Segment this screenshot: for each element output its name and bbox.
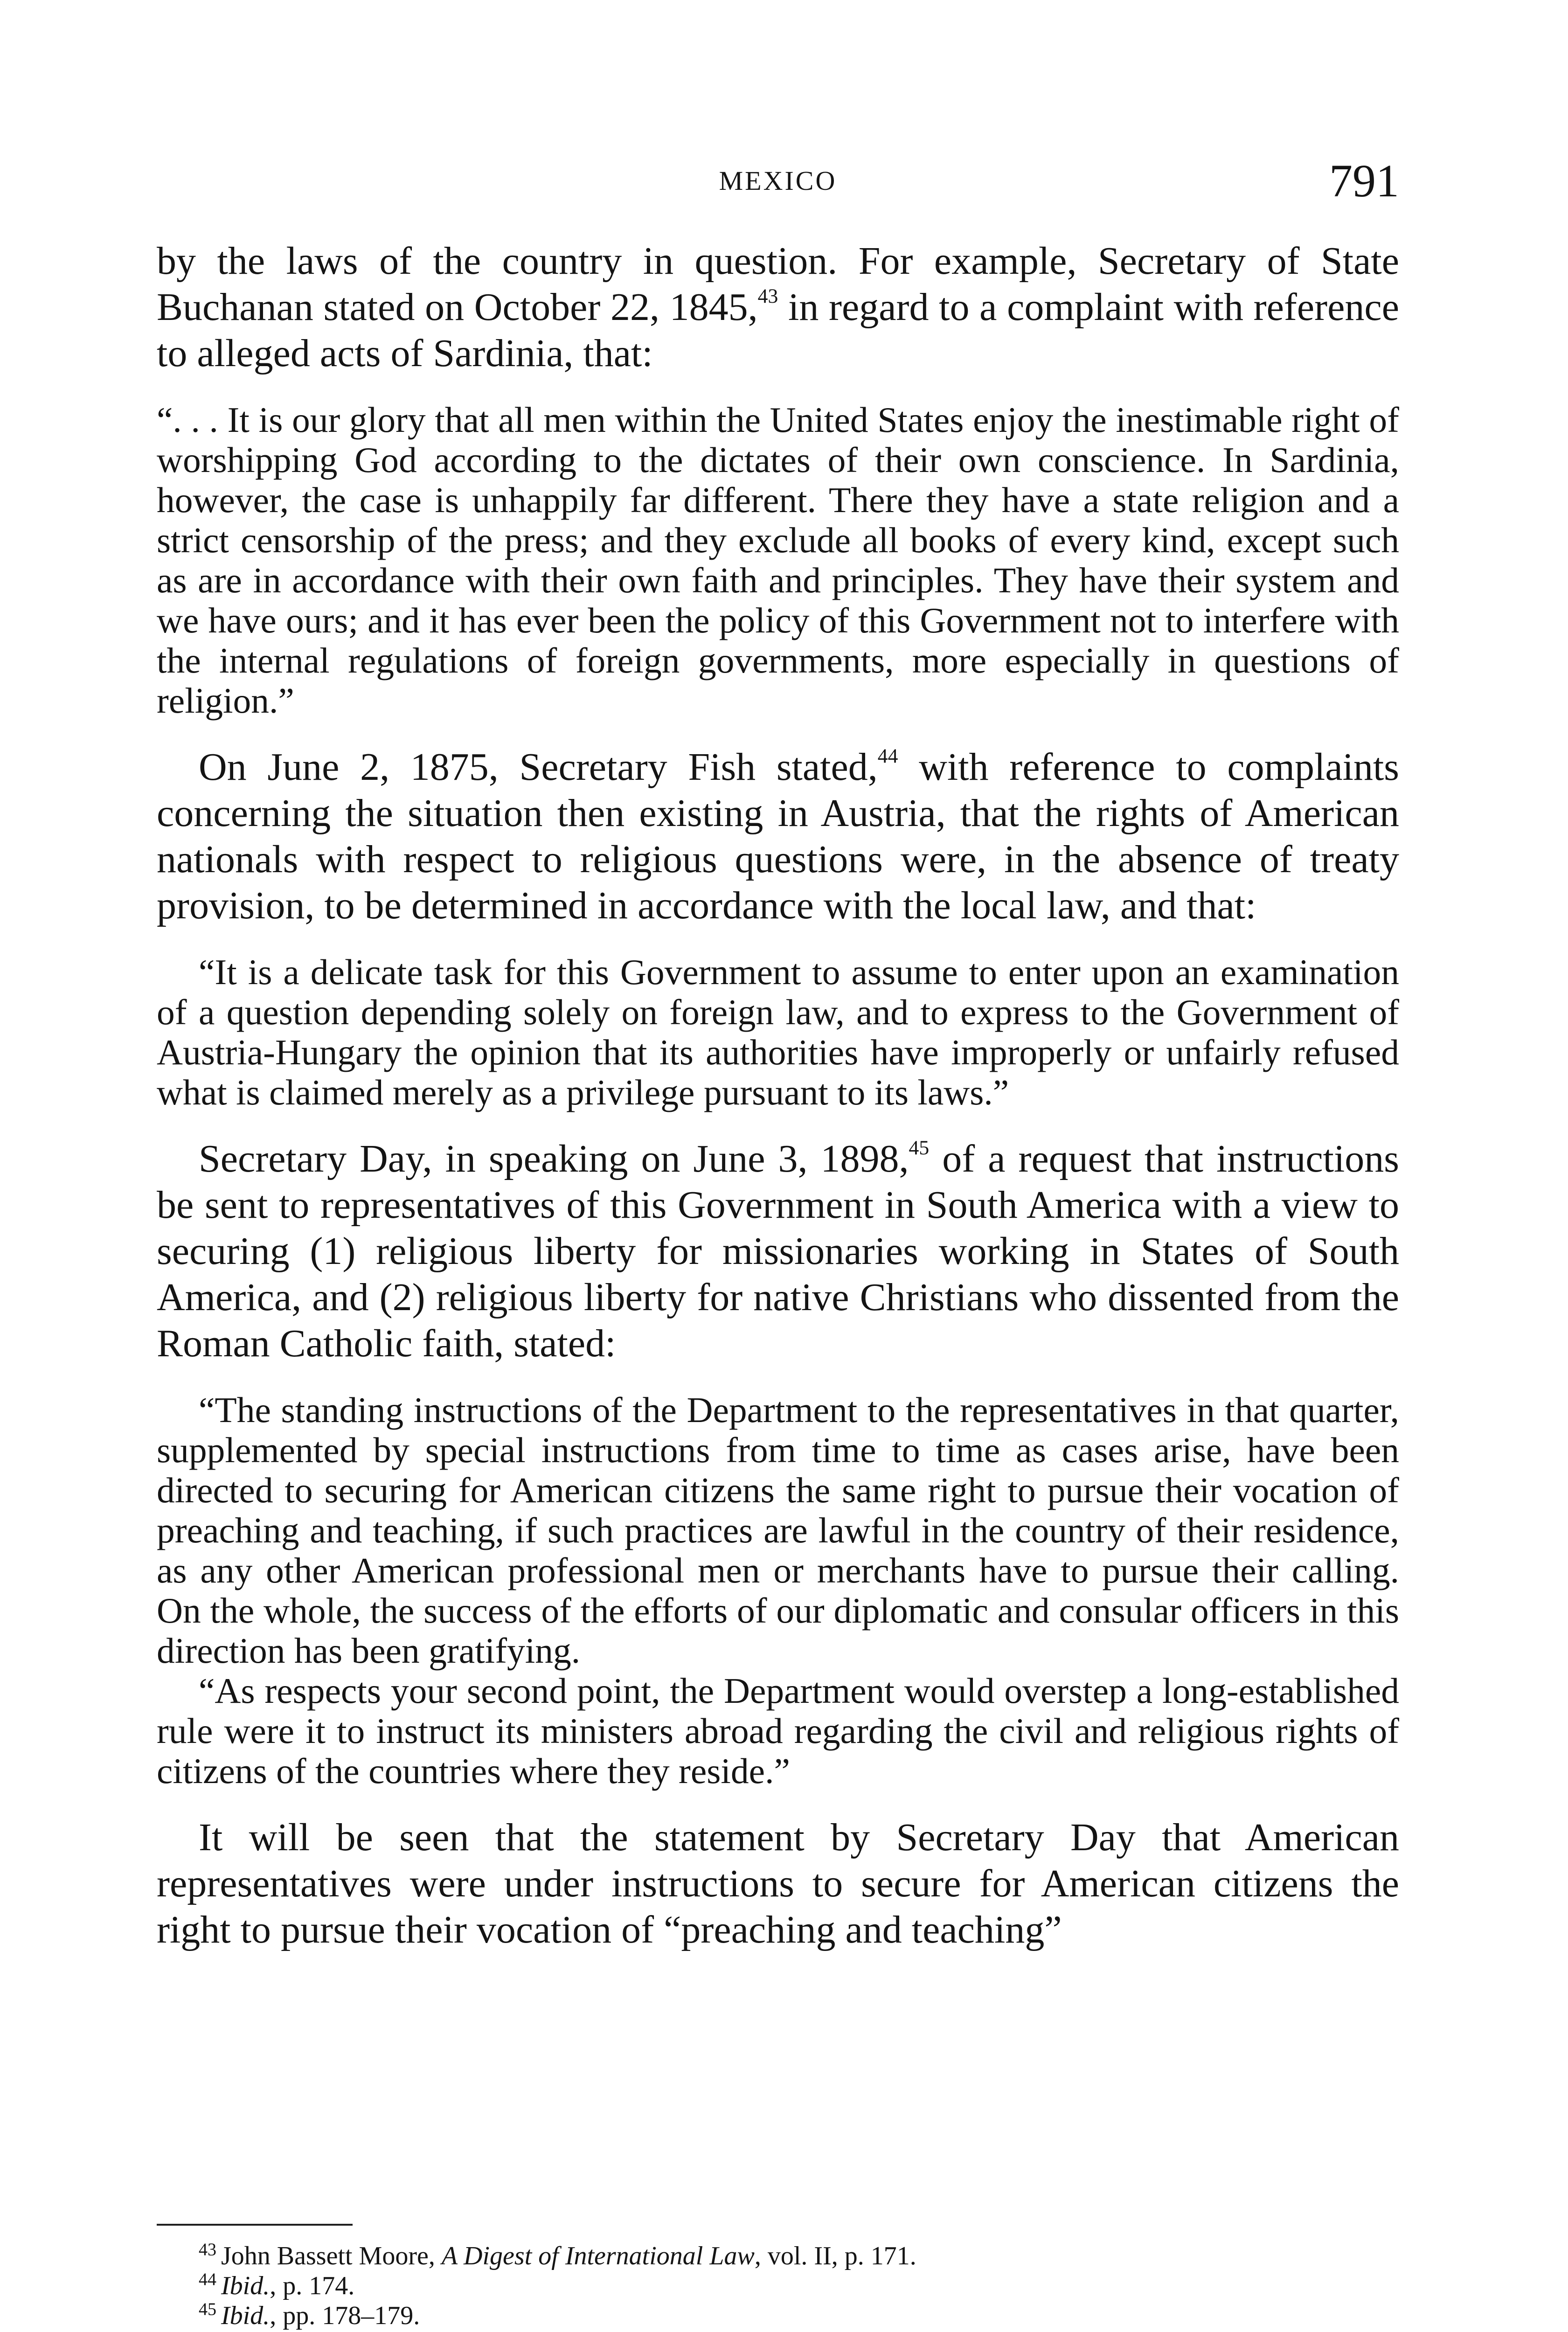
page-number: 791 [1329,155,1399,207]
paragraph-fish [157,744,1399,929]
footnote-ref-45: 45 [909,1136,930,1159]
footnote-citation: , pp. 178–179. [270,2301,420,2330]
footnote-mark: 43 [199,2240,216,2260]
body-text [157,238,1399,1953]
paragraph-buchanan [157,238,1399,376]
quote-buchanan: “. . . It is our glory that all men within the United States enjoy the inestimable right of worshipping God according to the dictates of their own conscience. In Sardinia, however, the case is unhappily far different. There they have a state religion and a strict censorship of the press; and they exclude all books of every kind, except such as are in accordance with their own faith and principles. They have their system and we have ours; and it has ever been the policy of this Government not to interfere with the internal regulations of foreign governments, more especially in questions of religion.” [157,400,1399,721]
footnote-author: John Bassett Moore, [221,2242,442,2270]
footnotes [157,2241,1399,2332]
footnote-44 [157,2271,1399,2301]
footnote-title: Ibid. [221,2271,270,2300]
footnote-citation: , vol. II, p. 171. [754,2242,916,2270]
paragraph-text: by the laws of the country in question. For example, Secretary of State Buchanan stated on October 22, 1845, [157,239,1399,329]
footnote-ref-43: 43 [757,285,778,307]
quote-day-second: “As respects your second point, the Department would overstep a long-established rule were it to instruct its ministers abroad regarding the civil and religious rights of citizens of the countries where they reside.” [157,1671,1399,1791]
footnote-43 [157,2241,1399,2271]
quote-fish: “It is a delicate task for this Government to assume to enter upon an examination of a question depending solely on foreign law, and to express to the Government of Austria-Hungary the opinion that its authorities have improperly or unfairly refused what is claimed merely as a privilege pursuant to its laws.” [157,952,1399,1112]
paragraph-text: with reference to complaints concerning the situation then existing in Austria, that the rights of American nationals with respect to religious questions were, in the absence of treaty provision, to be determined in accordance with the local law, and that: [157,745,1399,927]
footnote-rule [157,2224,353,2226]
footnote-mark: 44 [199,2270,216,2290]
footnote-title: Ibid. [221,2301,270,2330]
footnote-title: A Digest of International Law [441,2242,755,2270]
footnote-45 [157,2301,1399,2331]
paragraph-text: Secretary Day, in speaking on June 3, 1898, [199,1137,909,1180]
footnote-citation: , p. 174. [270,2271,355,2300]
footnote-mark: 45 [199,2299,216,2319]
paragraph-day [157,1136,1399,1367]
paragraph-text: of a request that instructions be sent to representatives of this Government in South America with a view to securing (1) religious liberty for missionaries working in States of South America, and (2) religious liberty for native Christians who dissented from the Roman Catholic faith, stated: [157,1137,1399,1365]
footnote-ref-44: 44 [877,744,898,767]
paragraph-text: in regard to a complaint with reference to alleged acts of Sardinia, that: [157,285,1400,375]
paragraph-conclusion: It will be seen that the statement by Secretary Day that American representatives were under instructions to secure for American citizens the right to pursue their vocation of “preaching and teaching” [157,1816,1399,1951]
paragraph-text: On June 2, 1875, Secretary Fish stated, [199,745,878,789]
quote-day-first: “The standing instructions of the Department to the representatives in that quarter, supplemented by special instructions from time to time as cases arise, have been directed to securing for American citizens the same right to pursue their vocation of preaching and teaching, if such practices are lawful in the country of their residence, as any other American professional men or merchants have to pursue their calling. On the whole, the success of the efforts of our diplomatic and consular officers in this direction has been gratifying. [157,1390,1399,1671]
running-head: MEXICO [719,166,837,196]
page-header [157,154,1399,205]
